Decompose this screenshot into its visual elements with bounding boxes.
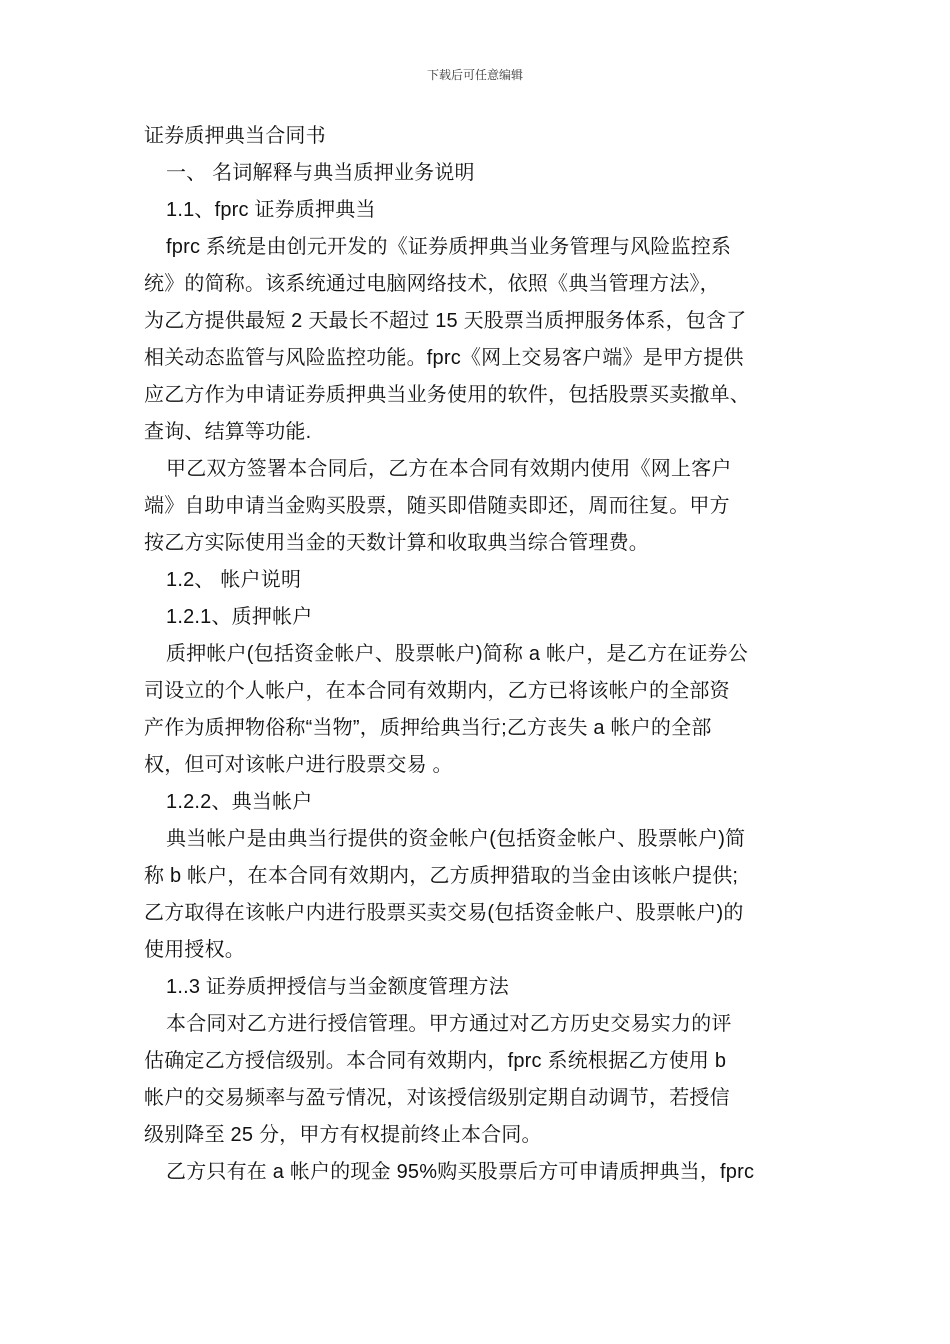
paragraph-line: 为乙方提供最短 2 天最长不超过 15 天股票当质押服务体系，包含了 bbox=[144, 310, 747, 332]
subsection-heading-1-2: 1.2、 帐户说明 bbox=[166, 569, 302, 591]
paragraph-line: 估确定乙方授信级别。本合同有效期内，fprc 系统根据乙方使用 b bbox=[144, 1050, 727, 1072]
paragraph-line: 典当帐户是由典当行提供的资金帐户(包括资金帐户、股票帐户)简 bbox=[166, 828, 746, 850]
paragraph-line: 乙方只有在 a 帐户的现金 95%购买股票后方可申请质押典当，fprc bbox=[166, 1161, 755, 1183]
paragraph-line: 甲乙双方签署本合同后，乙方在本合同有效期内使用《网上客户 bbox=[166, 458, 732, 480]
header-note: 下载后可任意编辑 bbox=[426, 68, 523, 82]
paragraph-fprc-system bbox=[144, 229, 820, 451]
paragraph-line: 使用授权。 bbox=[144, 939, 245, 961]
subsection-heading-1-2-2: 1.2.2、典当帐户 bbox=[166, 791, 313, 813]
paragraph-credit-management bbox=[144, 1006, 820, 1154]
paragraph-line: 查询、结算等功能. bbox=[144, 421, 312, 443]
paragraph-line: 应乙方作为申请证券质押典当业务使用的软件，包括股票买卖撤单、 bbox=[144, 384, 750, 406]
paragraph-line: 质押帐户(包括资金帐户、股票帐户)简称 a 帐户，是乙方在证券公 bbox=[166, 643, 748, 665]
paragraph-line: 帐户的交易频率与盈亏情况，对该授信级别定期自动调节，若授信 bbox=[144, 1087, 730, 1109]
paragraph-contract-use bbox=[144, 451, 820, 562]
paragraph-line: 统》的简称。该系统通过电脑网络技术，依照《典当管理方法》， bbox=[144, 273, 720, 295]
paragraph-line: fprc 系统是由创元开发的《证券质押典当业务管理与风险监控系 bbox=[166, 236, 732, 258]
paragraph-line: 称 b 帐户，在本合同有效期内，乙方质押猎取的当金由该帐户提供; bbox=[144, 865, 739, 887]
paragraph-line: 级别降至 25 分，甲方有权提前终止本合同。 bbox=[144, 1124, 542, 1146]
paragraph-line: 相关动态监管与风险监控功能。fprc《网上交易客户端》是甲方提供 bbox=[144, 347, 744, 369]
paragraph-line: 权，但可对该帐户进行股票交易 。 bbox=[144, 754, 453, 776]
paragraph-pledge-account bbox=[144, 636, 820, 784]
document-body bbox=[144, 118, 820, 1191]
paragraph-line: 司设立的个人帐户，在本合同有效期内，乙方已将该帐户的全部资 bbox=[144, 680, 730, 702]
subsection-heading-1-1: 1.1、fprc 证券质押典当 bbox=[166, 199, 376, 221]
paragraph-pawn-account bbox=[144, 821, 820, 969]
section-heading-1: 一、 名词解释与典当质押业务说明 bbox=[166, 162, 475, 184]
subsection-heading-1-2-1: 1.2.1、质押帐户 bbox=[166, 606, 313, 628]
document-title: 证券质押典当合同书 bbox=[144, 125, 326, 147]
paragraph-line: 端》自助申请当金购买股票，随买即借随卖即还，周而往复。甲方 bbox=[144, 495, 730, 517]
paragraph-line: 乙方取得在该帐户内进行股票买卖交易(包括资金帐户、股票帐户)的 bbox=[144, 902, 744, 924]
paragraph-cash-condition bbox=[144, 1154, 820, 1191]
paragraph-line: 产作为质押物俗称“当物”，质押给典当行;乙方丧失 a 帐户的全部 bbox=[144, 717, 712, 739]
paragraph-line: 按乙方实际使用当金的天数计算和收取典当综合管理费。 bbox=[144, 532, 649, 554]
paragraph-line: 本合同对乙方进行授信管理。甲方通过对乙方历史交易实力的评 bbox=[166, 1013, 732, 1035]
subsection-heading-1-3: 1..3 证券质押授信与当金额度管理方法 bbox=[166, 976, 509, 998]
